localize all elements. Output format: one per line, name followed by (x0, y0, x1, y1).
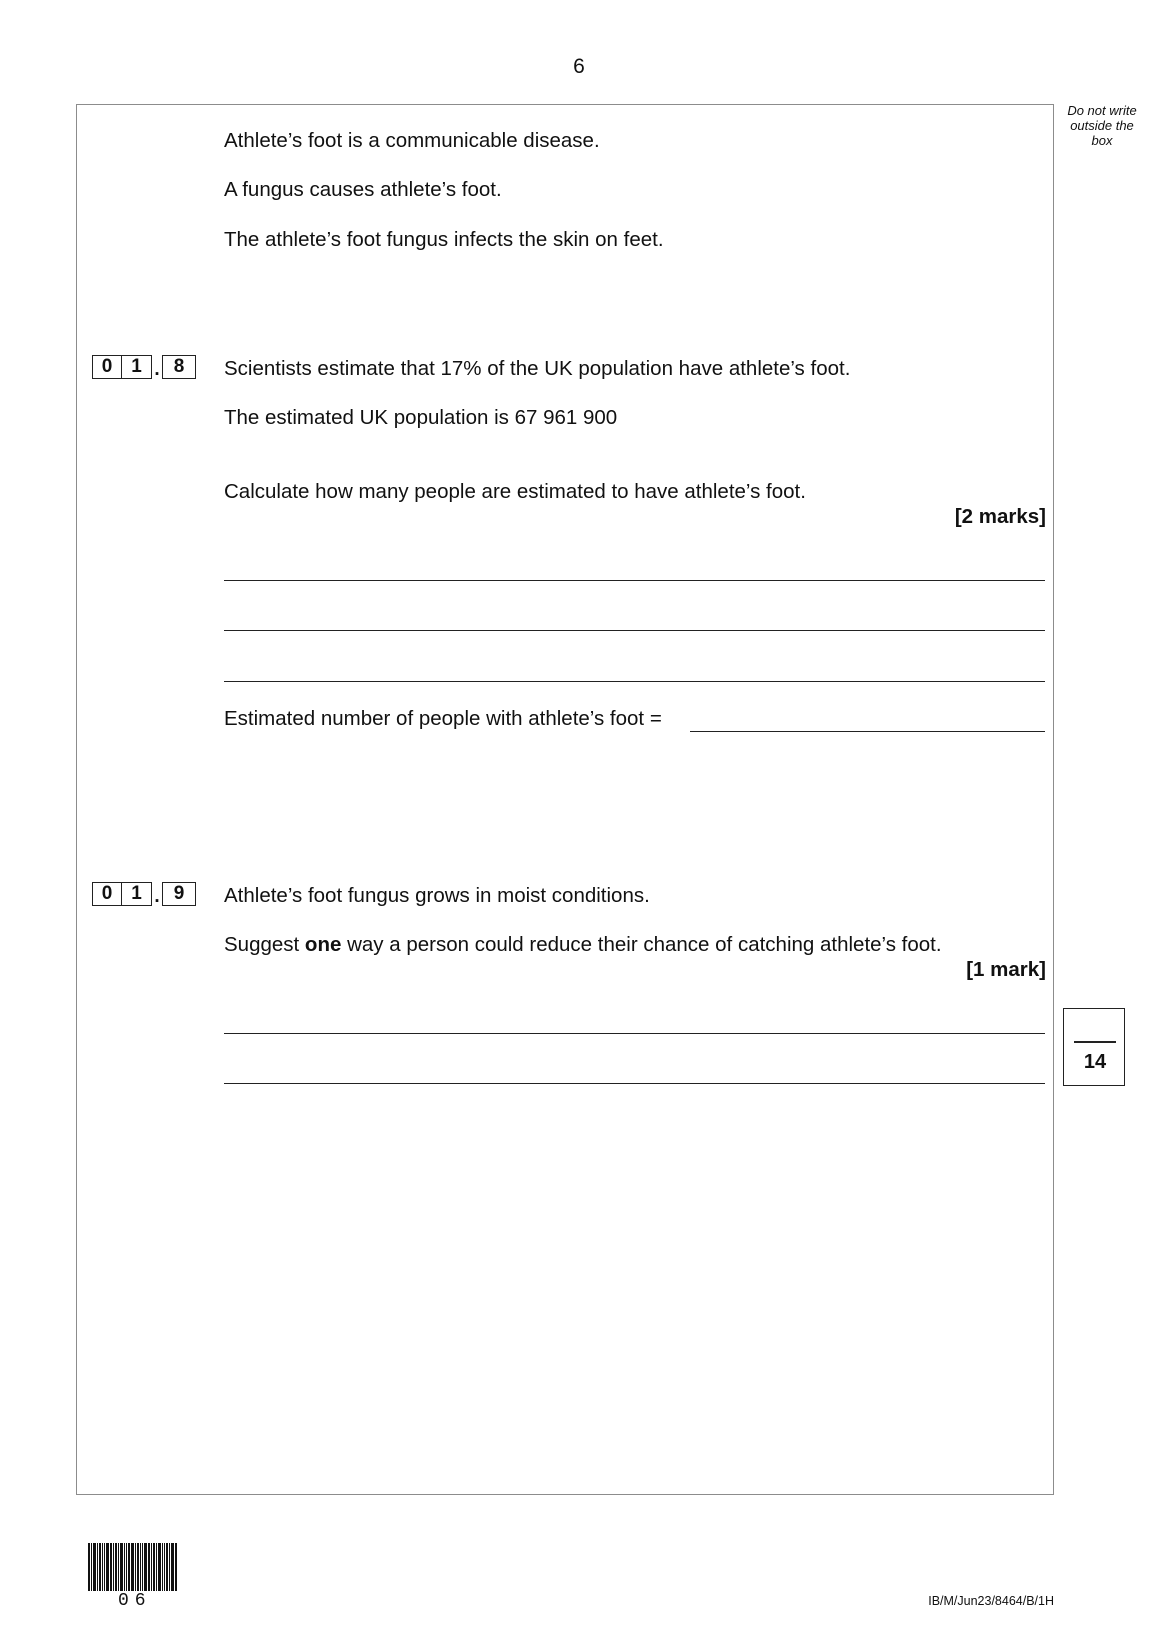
q18-line-3: Calculate how many people are estimated to have athlete’s foot. (224, 480, 806, 503)
question-digit: 9 (162, 882, 196, 906)
question-digit: 0 (92, 882, 122, 906)
page-number: 6 (573, 55, 585, 78)
footer-reference: IB/M/Jun23/8464/B/1H (928, 1594, 1054, 1608)
intro-line-2: A fungus causes athlete’s foot. (224, 178, 502, 201)
question-dot: . (154, 886, 160, 907)
q19-line-2-start: Suggest (224, 933, 305, 956)
answer-line[interactable] (224, 681, 1045, 682)
q19-line-1: Athlete’s foot fungus grows in moist conditions. (224, 884, 650, 907)
margin-note: Do not write outside the box (1067, 103, 1137, 148)
page-score-box (1063, 1008, 1125, 1086)
q18-marks: [2 marks] (954, 505, 1046, 528)
q18-answer-line[interactable] (690, 731, 1045, 732)
intro-line-1: Athlete’s foot is a communicable disease. (224, 129, 600, 152)
question-digit: 1 (122, 355, 152, 379)
answer-line[interactable] (224, 580, 1045, 581)
q19-bold-word: one (304, 933, 342, 956)
answer-line[interactable] (224, 1083, 1045, 1084)
question-digit: 1 (122, 882, 152, 906)
answer-frame (76, 104, 1054, 1495)
q18-answer-label: Estimated number of people with athlete’s foot = (224, 707, 662, 730)
intro-line-3: The athlete’s foot fungus infects the skin on feet. (224, 228, 664, 251)
q19-line-2 (224, 933, 942, 957)
question-number-01-9 (92, 880, 196, 906)
question-dot: . (154, 359, 160, 380)
q19-line-2-end: way a person could reduce their chance of catching athlete’s foot. (341, 933, 942, 956)
q18-line-2: The estimated UK population is 67 961 900 (224, 406, 618, 429)
barcode-digits: 06 (118, 1591, 152, 1611)
q18-line-1: Scientists estimate that 17% of the UK population have athlete’s foot. (224, 357, 851, 380)
answer-line[interactable] (224, 630, 1045, 631)
q19-marks: [1 mark] (966, 958, 1046, 981)
answer-line[interactable] (224, 1033, 1045, 1034)
score-divider (1074, 1041, 1116, 1043)
page-score: 14 (1083, 1051, 1107, 1073)
question-number-01-8 (92, 353, 196, 379)
question-digit: 0 (92, 355, 122, 379)
barcode-icon (88, 1543, 192, 1591)
question-digit: 8 (162, 355, 196, 379)
